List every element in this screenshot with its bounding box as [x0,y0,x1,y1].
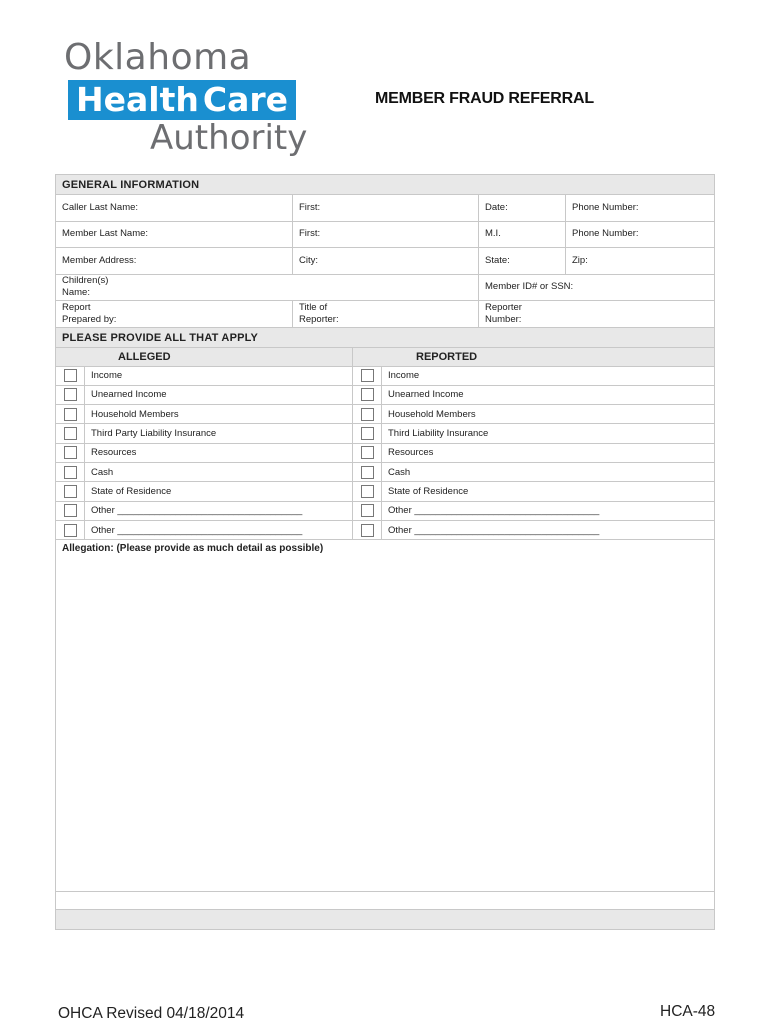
alleged-checkbox[interactable] [64,369,77,382]
checkbox-row [56,444,714,463]
checkbox-row [56,405,714,424]
reported-checkbox[interactable] [361,427,374,440]
alleged-item-label: Cash [91,466,114,478]
logo-health: Health [76,80,199,119]
document-title: MEMBER FRAUD REFERRAL [375,90,594,107]
reported-item-label: Resources [388,447,434,459]
checkbox-row [56,386,714,405]
city-field[interactable]: City: [293,248,479,274]
alleged-checkbox[interactable] [64,504,77,517]
state-field[interactable]: State: [479,248,566,274]
checkbox-row [56,367,714,386]
revision-footer: OHCA Revised 04/18/2014 [58,1005,245,1022]
alleged-item-label: State of Residence [91,485,172,497]
logo-line-authority: Authority [150,118,308,158]
caller-first-name-field[interactable]: First: [293,195,479,221]
member-mi-field[interactable]: M.I. [479,222,566,248]
zip-field[interactable]: Zip: [572,254,588,266]
checkbox-row [56,463,714,482]
alleged-item-label: Unearned Income [91,389,167,401]
reported-checkbox[interactable] [361,369,374,382]
reported-checkbox[interactable] [361,524,374,537]
reported-other-label[interactable]: Other ___________________________________ [388,505,600,517]
allegation-textarea[interactable] [56,540,714,892]
alleged-checkbox[interactable] [64,524,77,537]
caller-date-field[interactable]: Date: [479,195,566,221]
reported-checkbox[interactable] [361,446,374,459]
caller-last-name-field[interactable]: Caller Last Name: [56,195,293,221]
logo-healthcare-bar [68,80,296,120]
reported-checkbox[interactable] [361,504,374,517]
member-last-name-field[interactable]: Member Last Name: [56,222,293,248]
member-first-name-field[interactable]: First: [293,222,479,248]
reported-other-label[interactable]: Other ___________________________________ [388,524,600,536]
general-information-heading: GENERAL INFORMATION [56,175,714,195]
reported-item-label: Household Members [388,408,476,420]
reported-item-label: Income [388,370,420,382]
logo-care: Care [202,80,289,119]
alleged-item-label: Third Party Liability Insurance [91,428,217,440]
provide-all-heading: PLEASE PROVIDE ALL THAT APPLY [56,328,714,348]
form-extra-row [56,892,714,910]
children-row [56,275,714,302]
alleged-checkbox[interactable] [64,446,77,459]
alleged-checkbox[interactable] [64,485,77,498]
reported-checkbox[interactable] [361,408,374,421]
form-extra-shaded-row [56,910,714,929]
reporter-row [56,301,714,328]
member-address-field[interactable]: Member Address: [56,248,293,274]
ohca-logo [64,37,334,158]
reported-checkbox[interactable] [361,485,374,498]
reported-item-label: Unearned Income [388,389,464,401]
alleged-checkbox[interactable] [64,427,77,440]
report-prepared-by-field[interactable]: Report Prepared by: [56,301,293,327]
children-name-field[interactable]: Children(s) Name: [56,275,479,301]
alleged-reported-header [56,348,714,367]
alleged-item-label: Household Members [91,408,179,420]
title-of-reporter-field[interactable]: Title of Reporter: [293,301,479,327]
member-id-field[interactable]: Member ID# or SSN: [485,281,574,293]
reported-checkbox[interactable] [361,466,374,479]
logo-line-oklahoma: Oklahoma [64,37,252,78]
checkbox-row [56,521,714,540]
reported-heading: REPORTED [416,350,478,363]
checkbox-row [56,482,714,501]
reporter-number-field[interactable]: Reporter Number: [485,301,522,325]
caller-phone-field[interactable]: Phone Number: [572,201,639,213]
alleged-other-label[interactable]: Other ___________________________________ [91,505,303,517]
referral-form [55,174,715,930]
alleged-checkbox[interactable] [64,408,77,421]
alleged-checkbox[interactable] [64,388,77,401]
alleged-other-label[interactable]: Other ___________________________________ [91,524,303,536]
reported-item-label: Third Liability Insurance [388,428,489,440]
reported-item-label: State of Residence [388,485,469,497]
address-row [56,248,714,275]
reported-checkbox[interactable] [361,388,374,401]
member-phone-field[interactable]: Phone Number: [572,228,639,240]
allegation-label: Allegation: (Please provide as much detail as possible) [62,543,324,555]
member-row [56,222,714,249]
form-code-footer: HCA-48 [660,1003,716,1020]
alleged-heading: ALLEGED [56,348,353,366]
alleged-checkbox[interactable] [64,466,77,479]
alleged-item-label: Income [91,370,123,382]
checkbox-row [56,424,714,443]
alleged-item-label: Resources [91,447,137,459]
reported-item-label: Cash [388,466,411,478]
checkbox-row [56,502,714,521]
caller-row [56,195,714,222]
